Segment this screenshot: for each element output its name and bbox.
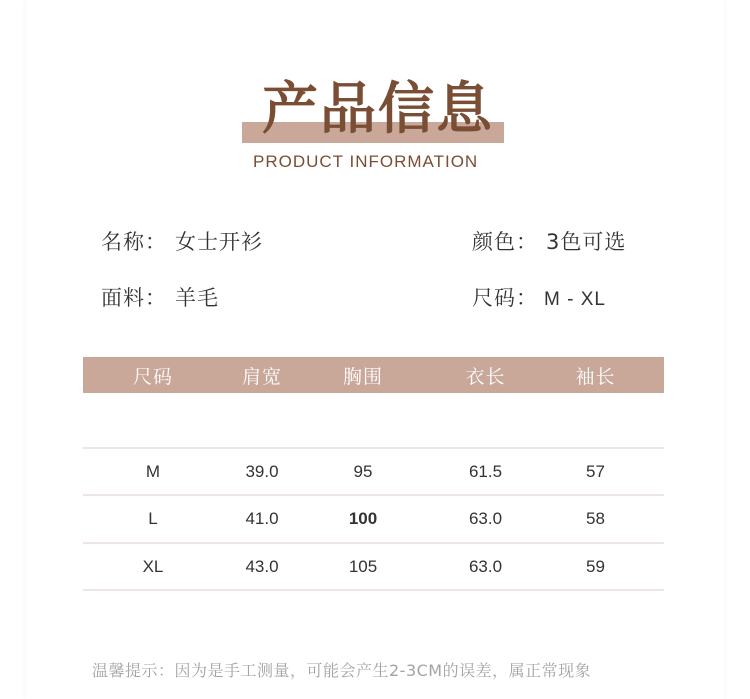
header-cell-size: 尺码	[132, 365, 173, 388]
info-name-label: 名称：	[101, 230, 167, 254]
header-cell-chest: 胸围	[342, 365, 383, 388]
info-color-value: 3色可选	[546, 230, 627, 254]
header-cell-shoulder: 肩宽	[241, 365, 282, 388]
info-name	[101, 229, 263, 255]
header-cell-sleeve: 袖长	[575, 365, 616, 388]
table-row	[83, 449, 664, 495]
table-cell-length: 61.5	[468, 462, 503, 481]
table-cell-shoulder: 43.0	[245, 557, 279, 576]
info-size	[472, 285, 606, 313]
table-cell-length: 63.0	[468, 509, 503, 528]
table-cell-sleeve: 59	[586, 557, 605, 576]
page-subtitle: PRODUCT INFORMATION	[253, 152, 479, 171]
table-cell-sleeve: 58	[586, 509, 605, 528]
header-cell-length: 衣长	[465, 365, 506, 388]
table-cell-size: L	[148, 509, 158, 528]
info-size-value: M - XL	[544, 289, 606, 310]
info-fabric-label: 面料：	[101, 286, 167, 310]
title-block	[0, 0, 750, 200]
table-cell-length: 63.0	[468, 557, 503, 576]
info-name-value: 女士开衫	[175, 230, 263, 254]
info-color	[472, 229, 626, 255]
info-fabric	[101, 285, 219, 311]
table-row	[83, 544, 664, 590]
table-cell-size: M	[145, 462, 161, 481]
table-cell-sleeve: 57	[586, 462, 605, 481]
table-row	[83, 496, 664, 542]
info-color-label: 颜色：	[472, 230, 538, 254]
info-size-label: 尺码：	[472, 286, 538, 310]
info-fabric-value: 羊毛	[175, 286, 219, 310]
table-cell-size: XL	[142, 557, 164, 576]
size-table-header	[83, 357, 664, 393]
table-cell-shoulder: 41.0	[245, 509, 279, 528]
table-cell-chest: 95	[353, 462, 373, 481]
table-cell-chest: 105	[348, 557, 378, 576]
measurement-note: 温馨提示：因为是手工测量，可能会产生2-3CM的误差，属正常现象	[92, 661, 592, 680]
page-title: 产品信息	[262, 77, 494, 142]
table-cell-shoulder: 39.0	[245, 462, 279, 481]
table-cell-chest: 100	[348, 509, 378, 528]
